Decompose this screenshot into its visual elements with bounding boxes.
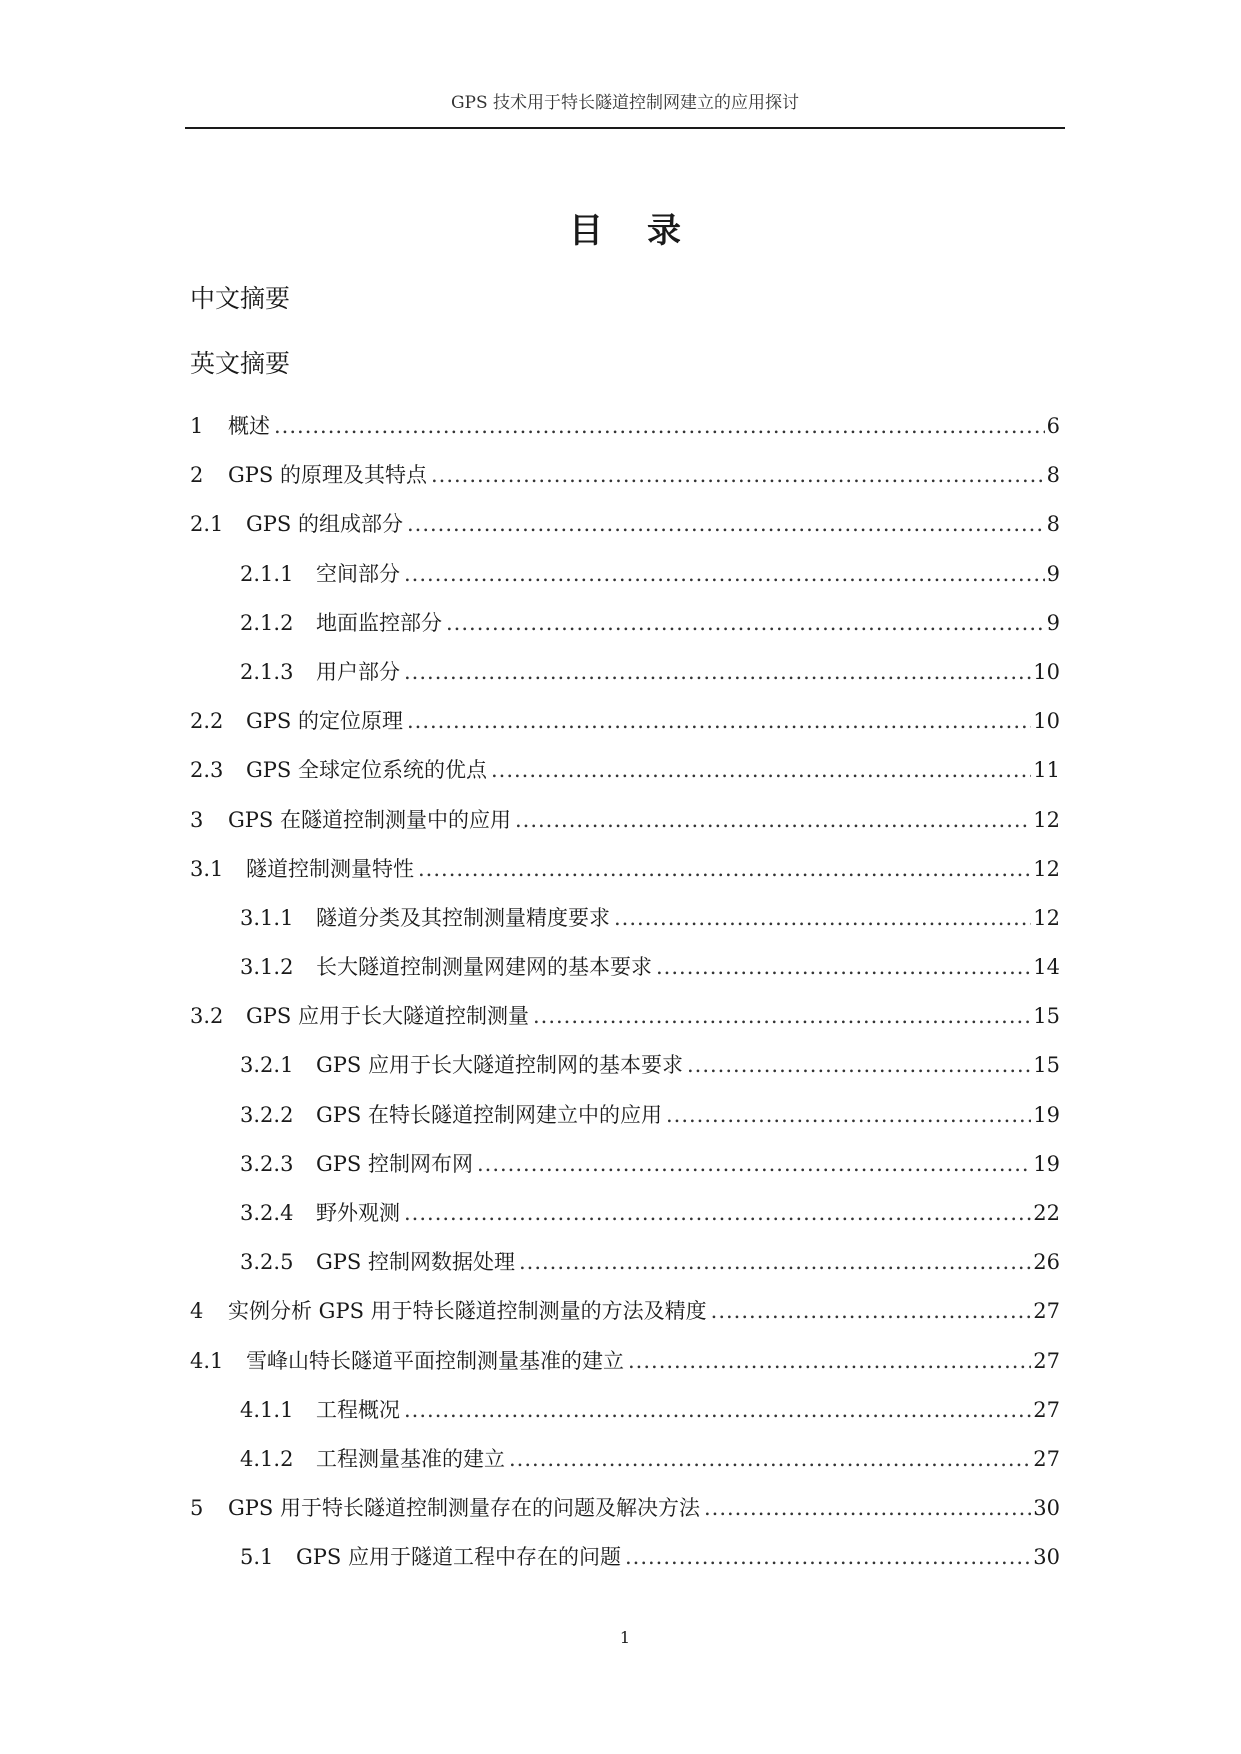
toc-entry[interactable] (190, 1337, 1060, 1386)
toc-entry-label: 工程概况 (316, 1397, 400, 1422)
toc-entry-number: 2.1.2 (240, 610, 294, 635)
toc-entry-label: 雪峰山特长隧道平面控制测量基准的建立 (246, 1348, 624, 1373)
toc-heading-abstract-cn[interactable]: 中文摘要 (190, 284, 291, 313)
dot-leader (446, 599, 1045, 648)
toc-entry-number: 5 (190, 1496, 204, 1521)
toc-entry-page: 27 (1033, 1348, 1060, 1373)
toc-entry[interactable] (190, 402, 1060, 451)
dot-leader (404, 1386, 1031, 1435)
toc-entry[interactable] (190, 992, 1060, 1041)
toc-entry-label: 地面监控部分 (316, 610, 442, 635)
toc-entry-page: 6 (1046, 414, 1060, 438)
toc-title: 目录 (569, 211, 725, 251)
toc-entry[interactable] (190, 1435, 1060, 1484)
toc-entry-page: 19 (1033, 1151, 1060, 1176)
toc-entry-page: 30 (1033, 1496, 1060, 1521)
toc-entry-page: 10 (1033, 659, 1060, 684)
toc-entry-label: GPS 的组成部分 (246, 512, 403, 537)
toc-entry[interactable] (190, 746, 1060, 795)
toc-entry-label: GPS 的原理及其特点 (228, 463, 427, 488)
toc-entry-number: 3.1.2 (240, 955, 294, 980)
dot-leader (491, 746, 1031, 795)
toc-entry-page: 15 (1033, 1053, 1060, 1078)
toc-entry-number: 5.1 (240, 1545, 274, 1570)
toc-entry-page: 8 (1046, 512, 1060, 537)
dot-leader (656, 943, 1031, 992)
toc-entry[interactable] (190, 1041, 1060, 1090)
toc-entry[interactable] (190, 1287, 1060, 1336)
dot-leader (404, 550, 1045, 599)
dot-leader (407, 500, 1045, 549)
dot-leader (509, 1435, 1031, 1484)
toc-entry-number: 1 (190, 414, 204, 438)
toc-entry[interactable] (190, 1386, 1060, 1435)
dot-leader (418, 845, 1031, 894)
toc-entry-label: GPS 的定位原理 (246, 709, 403, 734)
toc-entry-number: 2.1.1 (240, 561, 294, 586)
toc-entry-page: 10 (1033, 709, 1060, 734)
dot-leader (404, 1189, 1031, 1238)
toc-entry-page: 30 (1033, 1545, 1060, 1570)
toc-entry-label: GPS 在特长隧道控制网建立中的应用 (316, 1102, 662, 1127)
toc-entry-number: 3.2.1 (240, 1053, 294, 1078)
toc-entry-label: GPS 应用于隧道工程中存在的问题 (296, 1545, 621, 1570)
toc-entry-page: 26 (1033, 1250, 1060, 1275)
toc-entry-page: 11 (1033, 758, 1060, 783)
toc-entry[interactable] (190, 451, 1060, 500)
toc-entry[interactable] (190, 1091, 1060, 1140)
toc-entry[interactable] (190, 697, 1060, 746)
running-header: GPS 技术用于特长隧道控制网建立的应用探讨 (450, 93, 800, 113)
dot-leader (431, 451, 1045, 500)
toc-entry[interactable] (190, 796, 1060, 845)
toc-entry-number: 3.2.5 (240, 1250, 294, 1275)
toc-entry[interactable] (190, 550, 1060, 599)
toc-entry-label: GPS 全球定位系统的优点 (246, 758, 487, 783)
toc-entry-page: 22 (1033, 1201, 1060, 1225)
dot-leader (687, 1041, 1031, 1090)
toc-entry-label: 隧道分类及其控制测量精度要求 (316, 905, 610, 930)
toc-entry[interactable] (190, 943, 1060, 992)
toc-entry-page: 12 (1033, 905, 1060, 930)
toc-entry-number: 3.2 (190, 1004, 224, 1029)
toc-entry-number: 2.2 (190, 709, 224, 734)
toc-entry-number: 3.2.2 (240, 1102, 294, 1127)
dot-leader (407, 697, 1031, 746)
toc-entry[interactable] (190, 894, 1060, 943)
toc-entry[interactable] (190, 599, 1060, 648)
toc-entry-number: 3.2.3 (240, 1151, 294, 1176)
toc-entry-label: GPS 在隧道控制测量中的应用 (228, 807, 511, 832)
toc-entry-page: 19 (1033, 1102, 1060, 1127)
toc-list (190, 402, 1060, 1583)
toc-entry-label: 概述 (228, 414, 270, 438)
toc-entry-number: 4.1 (190, 1348, 224, 1373)
header-rule (185, 127, 1065, 129)
toc-entry-page: 12 (1033, 856, 1060, 881)
toc-entry-label: 野外观测 (316, 1201, 400, 1225)
toc-entry-label: 空间部分 (316, 561, 400, 586)
toc-entry[interactable] (190, 1189, 1060, 1238)
toc-entry-label: 长大隧道控制测量网建网的基本要求 (316, 955, 652, 980)
toc-entry[interactable] (190, 648, 1060, 697)
page-number: 1 (619, 1628, 631, 1647)
toc-entry-label: GPS 用于特长隧道控制测量存在的问题及解决方法 (228, 1496, 700, 1521)
toc-entry-label: 实例分析 GPS 用于特长隧道控制测量的方法及精度 (228, 1299, 707, 1324)
toc-entry-page: 27 (1033, 1299, 1060, 1324)
dot-leader (515, 796, 1031, 845)
toc-entry-page: 9 (1046, 610, 1060, 635)
toc-entry-page: 27 (1033, 1446, 1060, 1471)
toc-entry-label: GPS 控制网数据处理 (316, 1250, 515, 1275)
toc-entry-page: 12 (1033, 807, 1060, 832)
toc-entry[interactable] (190, 1140, 1060, 1189)
toc-entry-page: 8 (1046, 463, 1060, 488)
toc-entry-number: 2 (190, 463, 204, 488)
dot-leader (533, 992, 1031, 1041)
toc-entry-number: 4.1.1 (240, 1397, 294, 1422)
toc-entry-number: 4 (190, 1299, 204, 1324)
toc-entry-number: 2.3 (190, 758, 224, 783)
dot-leader (666, 1091, 1031, 1140)
toc-entry-page: 15 (1033, 1004, 1060, 1029)
toc-entry-number: 3.1.1 (240, 905, 294, 930)
toc-entry-number: 3 (190, 807, 204, 832)
toc-entry-label: 用户部分 (316, 659, 400, 684)
toc-entry-label: 工程测量基准的建立 (316, 1446, 505, 1471)
dot-leader (628, 1337, 1031, 1386)
toc-entry[interactable] (190, 1238, 1060, 1287)
toc-entry[interactable] (190, 500, 1060, 549)
toc-heading-abstract-en[interactable]: 英文摘要 (190, 349, 291, 378)
dot-leader (704, 1484, 1031, 1533)
toc-entry-label: GPS 应用于长大隧道控制网的基本要求 (316, 1053, 683, 1078)
toc-entry-number: 3.2.4 (240, 1201, 294, 1225)
dot-leader (614, 894, 1031, 943)
toc-entry-number: 4.1.2 (240, 1446, 294, 1471)
toc-entry-number: 2.1.3 (240, 659, 294, 684)
toc-entry-number: 2.1 (190, 512, 224, 537)
dot-leader (404, 648, 1031, 697)
toc-entry[interactable] (190, 845, 1060, 894)
toc-entry[interactable] (190, 1484, 1060, 1533)
dot-leader (477, 1140, 1031, 1189)
toc-entry-label: GPS 应用于长大隧道控制测量 (246, 1004, 529, 1029)
dot-leader (274, 402, 1045, 451)
dot-leader (711, 1287, 1032, 1336)
dot-leader (625, 1533, 1031, 1582)
toc-entry-label: 隧道控制测量特性 (246, 856, 414, 881)
toc-entry-page: 9 (1046, 561, 1060, 586)
toc-entry-number: 3.1 (190, 856, 224, 881)
toc-entry-page: 14 (1033, 955, 1060, 980)
dot-leader (519, 1238, 1031, 1287)
toc-entry-page: 27 (1033, 1397, 1060, 1422)
toc-entry[interactable] (190, 1533, 1060, 1582)
toc-entry-label: GPS 控制网布网 (316, 1151, 473, 1176)
